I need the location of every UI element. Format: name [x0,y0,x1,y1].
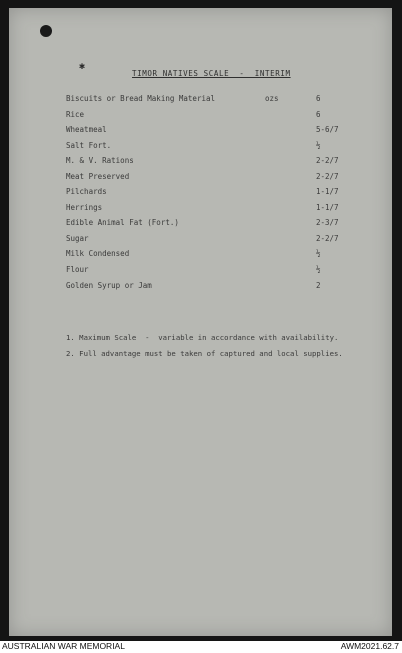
item-name: Biscuits or Bread Making Material [66,94,216,103]
table-row [66,156,366,168]
item-quantity: 2-3/7 [316,218,339,227]
institution-name: AUSTRALIAN WAR MEMORIAL [2,641,125,651]
table-row [66,203,366,215]
table-row [66,125,366,137]
table-row [66,94,366,106]
item-quantity: ½ [316,265,321,274]
item-name: Meat Preserved [66,172,130,181]
table-row [66,187,366,199]
archive-reference: AWM2021.62.7 [340,641,399,651]
punch-hole [40,25,52,37]
item-quantity: 6 [316,94,321,103]
item-quantity: 5-6/7 [316,125,339,134]
item-name: Milk Condensed [66,249,130,258]
document-page [9,8,392,636]
item-quantity: 2-2/7 [316,156,339,165]
item-quantity: ½ [316,249,321,258]
item-quantity: 1-1/7 [316,203,339,212]
table-row [66,141,366,153]
item-quantity: 2 [316,281,321,290]
ink-mark: ✱ [79,61,86,72]
item-quantity: 2-2/7 [316,234,339,243]
item-name: Salt Fort. [66,141,112,150]
item-name: Flour [66,265,89,274]
item-name: Edible Animal Fat (Fort.) [66,218,179,227]
note-1: 1. Maximum Scale - variable in accordance with availability. [66,333,339,342]
item-quantity: 6 [316,110,321,119]
note-2: 2. Full advantage must be taken of captured and local supplies. [66,349,343,358]
table-row [66,249,366,261]
table-row [66,172,366,184]
item-name: M. & V. Rations [66,156,134,165]
item-name: Herrings [66,203,103,212]
item-name: Golden Syrup or Jam [66,281,152,290]
item-name: Wheatmeal [66,125,107,134]
item-name: Pilchards [66,187,107,196]
table-row [66,281,366,293]
item-name: Rice [66,110,85,119]
table-row [66,265,366,277]
item-name: Sugar [66,234,89,243]
item-unit: ozs [265,94,279,103]
table-row [66,218,366,230]
archive-footer [0,641,402,653]
item-quantity: 1-1/7 [316,187,339,196]
table-row [66,110,366,122]
item-quantity: ½ [316,141,321,150]
document-title: TIMOR NATIVES SCALE - INTERIM [132,69,291,78]
table-row [66,234,366,246]
item-quantity: 2-2/7 [316,172,339,181]
